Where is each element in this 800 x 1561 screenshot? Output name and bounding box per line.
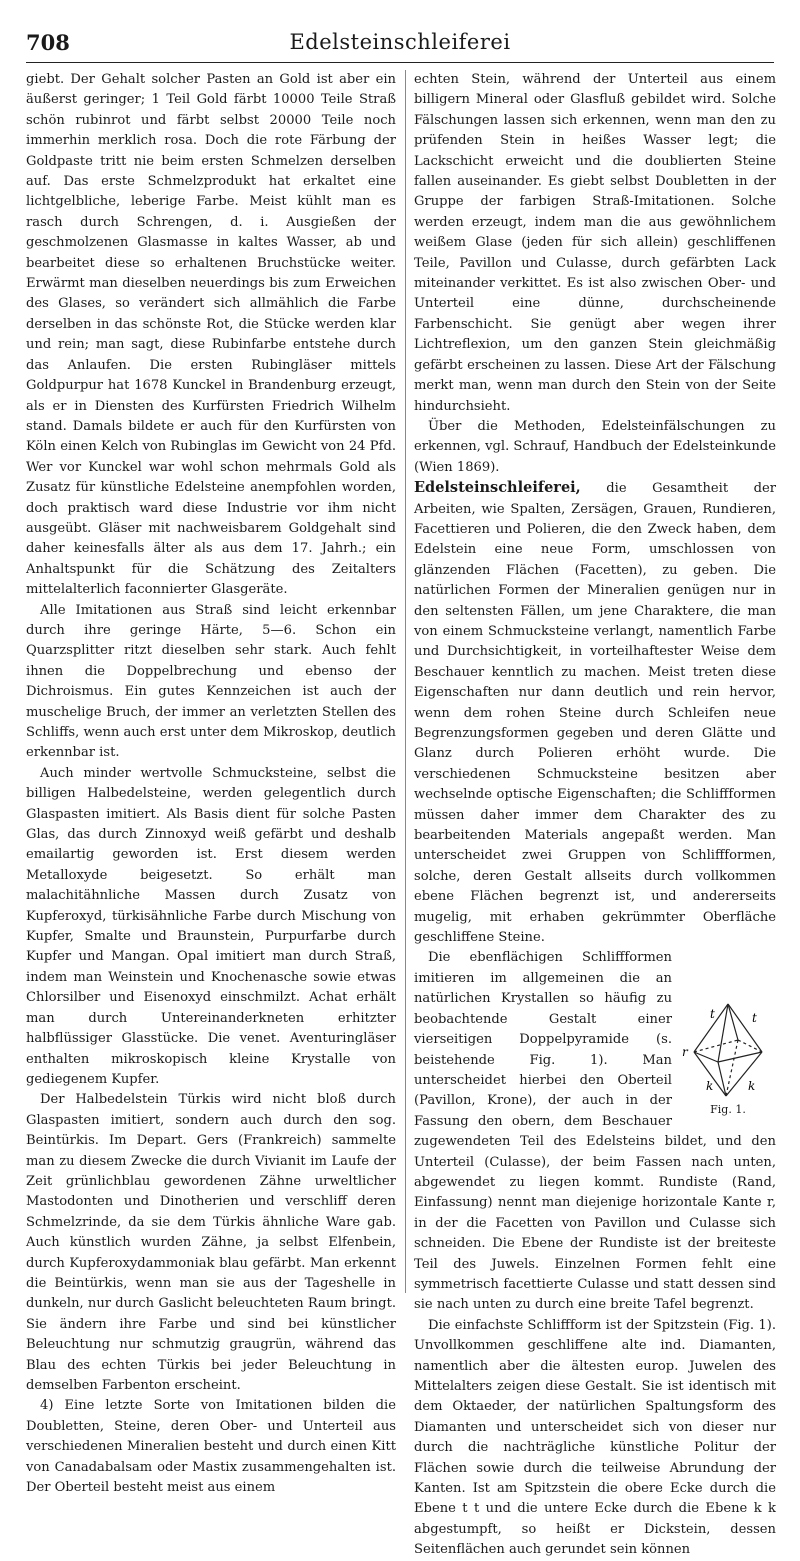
- page-number: 708: [26, 30, 70, 55]
- label-k-left: k: [706, 1079, 714, 1094]
- paragraph: giebt. Der Gehalt solcher Pasten an Gold ist aber ein äußerst geringer; 1 Teil Gold färbt 10000 Teile Straß schön rubinrot und färbt selbst 20000 Teile noch immerhin merklich rosa. Doch die rote Färbung der Goldpaste tritt nie beim ersten Schmelzen derselben auf. Das erste Schmelzprodukt hat erkaltet eine lichtgelbliche, leberige Farbe. Meist kühlt man es rasch durch Schrengen, d. i. Ausgießen der geschmolzenen Glasmasse in kaltes Wasser, ab und bearbeitet diese so erhaltenen Bruchstücke weiter. Erwärmt man dieselben neuerdings bis zum Erweichen des Glases, so verändert sich allmählich die Farbe derselben in das schönste Rot, die Stücke werden klar und rein; man sagt, diese Rubinfarbe entstehe durch das Anlaufen. Die ersten Rubingläser mittels Goldpurpur hat 1678 Kunckel in Brandenburg erzeugt, als er in Diensten des Kurfürsten Friedrich Wilhelm stand. Damals bildete er auch für den Kurfürsten von Köln einen Kelch von Rubinglas im Gewicht von 24 Pfd. Wer vor Kunckel war wohl schon mehrmals Gold als Zusatz für künstliche Edelsteine anempfohlen worden, doch praktisch ward diese Industrie vor ihm nicht ausgeübt. Gläser mit nachweisbarem Goldgehalt sind daher keinesfalls älter als aus dem 17. Jahrh.; ein Anhaltspunkt für die Schätzung des Zeitalters mittelalterlich faconnierter Glasgeräte.: [26, 72, 396, 598]
- label-r: r: [682, 1045, 688, 1060]
- paragraph: Auch minder wertvolle Schmucksteine, selbst die billigen Halbedelsteine, werden gelegentlich durch Glaspasten imitiert. Als Basis dient für solche Pasten Glas, das durch Zinnoxyd weiß gefärbt und deshalb emailartig geworden ist. Erst diesem werden Metalloxyde beigesetzt. So erhält man malachitähnliche Massen durch Zusatz von Kupferoxyd, türkisähnliche Farbe durch Mischung von Kupfer, Smalte und Braunstein, Purpurfarbe durch Kupfer und Mangan. Opal imitiert man durch Straß, indem man Weinstein und Knochenasche sowie etwas Chlorsilber und Eisenoxyd einschmilzt. Achat erhält man durch Untereinanderkneten erhitzter halbflüssiger Glasstücke. Die venet. Aventuringläser enthalten mikroskopisch kleine Krystalle von gediegenem Kupfer.: [26, 765, 396, 1087]
- paragraph: Über die Methoden, Edelsteinfälschungen zu erkennen, vgl. Schrauf, Handbuch der Edelsteinkunde (Wien 1869).: [414, 418, 776, 475]
- left-column: [26, 70, 396, 1496]
- paragraph-text: Die ebenflächigen Schliffformen imitieren im allgemeinen die an natürlichen Krystallen so häufig zu beobachtende Gestalt einer vierseitigen Doppelpyramide (s. beistehende Fig. 1). Man unterscheidet hierbei den Oberteil (Pavillon, Krone), der auch in der Fassung den obern, dem Beschauer zugewendeten Teil des Edelsteins bildet, und den Unterteil (Culasse), der beim Fassen nach unten, abgewendet zu liegen kommt. Rundiste (Rand, Einfassung) nennt man diejenige horizontale Kante r, in der die Facetten von Pavillon und Culasse sich schneiden. Die Ebene der Rundiste ist der breiteste Teil des Juwels. Einzelnen Formen fehlt eine symmetrisch facettierte Culasse und statt dessen sind sie nach unten zu durch eine breite Tafel begrenzt.: [414, 950, 776, 1313]
- entry-paragraph: [414, 478, 776, 948]
- paragraph: Der Halbedelstein Türkis wird nicht bloß durch Glaspasten imitiert, sondern auch durch den sog. Beintürkis. Im Depart. Gers (Frankreich) sammelte man zu diesem Zwecke die durch Vivianit im Laufe der Zeit grünlichblau gewordenen Zähne urweltlicher Mastodonten und Dinotherien und verschliff deren Schmelzrinde, da sie dem Türkis ähnliche Ware gab. Auch künstlich wurden Zähne, ja selbst Elfenbein, durch Kupferoxydammoniak blau gefärbt. Man erkennt die Beintürkis, wenn man sie aus der Tageshelle in dunkeln, nur durch Gaslicht beleuchteten Raum bringt. Sie ändern ihre Farbe und sind bei künstlicher Beleuchtung nur schmutzig graugrün, während das Blau des echten Türkis bei jeder Beleuchtung in demselben Farbenton erscheint.: [26, 1092, 396, 1393]
- right-column: [414, 70, 777, 1558]
- paragraph: Alle Imitationen aus Straß sind leicht erkennbar durch ihre geringe Härte, 5—6. Schon ein Quarzsplitter ritzt dieselben sehr stark. Auch fehlt ihnen die Doppelbrechung und ebenso der Dichroismus. Ein gutes Kennzeichen ist auch der muschelige Bruch, der immer an verletzten Stellen des Schliffs, wenn auch erst unter dem Mikroskop, deutlich erkennbar ist.: [26, 602, 396, 761]
- figure-1: [680, 1000, 776, 1124]
- label-t-right: t: [752, 1011, 757, 1026]
- entry-text: die Gesamtheit der Arbeiten, wie Spalten, Zersägen, Grauen, Rundieren, Facettieren und Polieren, die den Zweck haben, dem Edelstein eine neue Form, umschlossen von glänzenden Flächen (Facetten), zu geben. Die natürlichen Formen der Mineralien genügen nur in den seltensten Fällen, um jene Charaktere, die man von einem Schmucksteine verlangt, namentlich Farbe und Durchsichtigkeit, in vorteilhaftester Weise dem Beschauer kenntlich zu machen. Meist treten diese Eigenschaften nur dann deutlich und rein hervor, wenn dem rohen Steine durch Schleifen neue Begrenzungsformen gegeben und deren Glätte und Glanz durch Polieren erhöht wurde. Die verschiedenen Schmucksteine besitzen aber wechselnde optische Eigenschaften; die Schliffformen müssen daher immer dem Charakter des zu bearbeitenden Materials angepaßt werden. Man unterscheidet zwei Gruppen von Schliffformen, solche, deren Gestalt allseits durch vollkommen ebene Flächen begrenzt ist, und andererseits mugelig, mit erhaben gekrümmter Oberfläche geschliffene Steine.: [414, 481, 777, 946]
- octahedron-diagram: [680, 1000, 776, 1100]
- column-divider: [405, 70, 406, 1293]
- label-t-left: t: [710, 1007, 715, 1022]
- page-header: [26, 30, 774, 64]
- figure-caption: Fig. 1.: [710, 1103, 746, 1117]
- paragraph: Die einfachste Schliffform ist der Spitzstein (Fig. 1). Unvollkommen geschliffene alte ind. Diamanten, namentlich aber die ältesten europ. Juwelen des Mittelalters zeigen diese Gestalt. Sie ist identisch mit dem Oktaeder, der natürlichen Spaltungsform des Diamanten und unterscheidet sich von dieser nur durch die nachträgliche künstliche Politur der Flächen sowie durch die teilweise Abrundung der Kanten. Ist am Spitzstein die obere Ecke durch die Ebene t t und die untere Ecke durch die Ebene k k abgestumpft, so heißt er Dickstein, dessen Seitenflächen auch gerundet sein können: [414, 1317, 776, 1558]
- running-title: Edelsteinschleiferei: [289, 30, 511, 54]
- paragraph: echten Stein, während der Unterteil aus einem billigern Mineral oder Glasfluß gebildet wird. Solche Fälschungen lassen sich erkennen, wenn man den zu prüfenden Stein in heißes Wasser legt; die Lackschicht erweicht und die doublierten Steine fallen auseinander. Es giebt selbst Doubletten in der Gruppe der farbigen Straß-Imitationen. Solche werden erzeugt, indem man die aus gewöhnlichem weißem Glase (jeden für sich allein) geschliffenen Teile, Pavillon und Culasse, durch gefärbten Lack miteinander verkittet. Es ist also zwischen Ober- und Unterteil eine dünne, durchscheinende Farbenschicht. Sie genügt aber wegen ihrer Lichtreflexion, um den ganzen Stein gleichmäßig gefärbt erscheinen zu lassen. Diese Art der Fälschung merkt man, wenn man durch den Stein von der Seite hindurchsieht.: [414, 72, 776, 414]
- label-k-right: k: [748, 1079, 756, 1094]
- header-rule: [26, 62, 774, 63]
- entry-heading: Edelsteinschleiferei,: [414, 479, 581, 497]
- paragraph: 4) Eine letzte Sorte von Imitationen bilden die Doubletten, Steine, deren Ober- und Unterteil aus verschiedenen Mineralien besteht und durch einen Kitt von Canadabalsam oder Mastix zusammengehalten ist. Der Oberteil besteht meist aus einem: [26, 1398, 396, 1496]
- paragraph: [414, 948, 776, 1315]
